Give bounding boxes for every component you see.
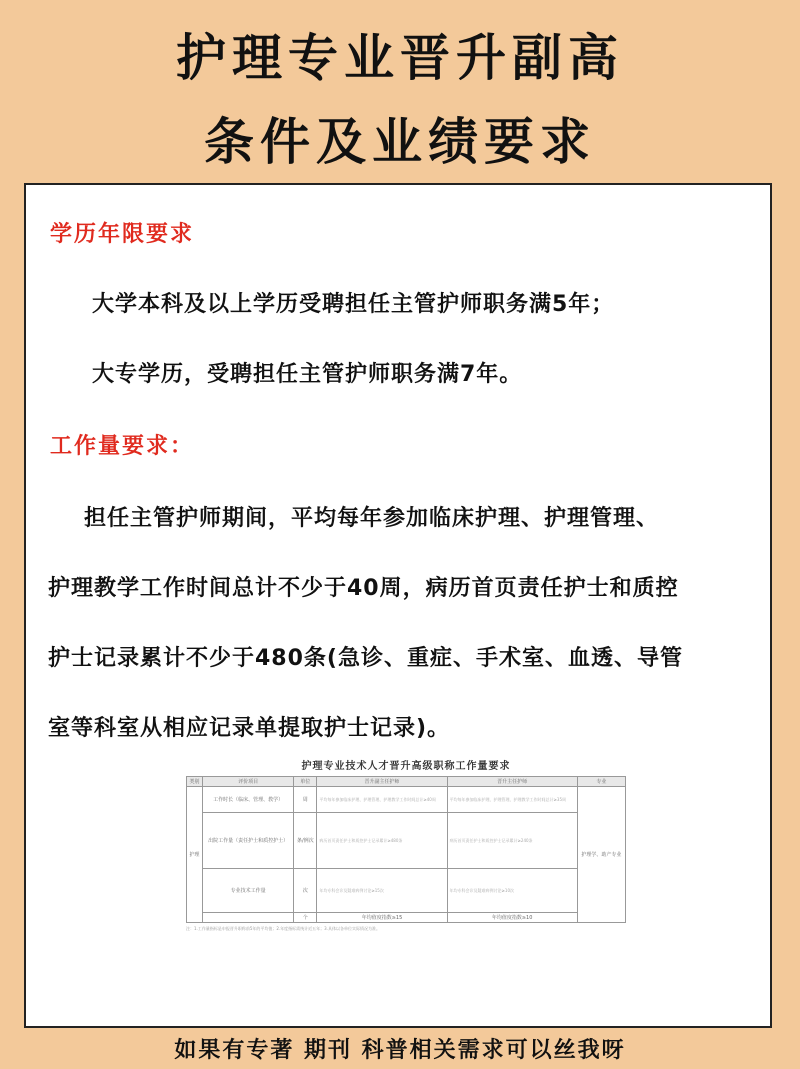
table-cell: 专业技术工作量 [203, 869, 294, 913]
footer-contact-text: 如果有专著 期刊 科普相关需求可以丝我呀 [174, 1038, 626, 1063]
table-header-cell: 单位 [294, 777, 317, 787]
table-cell: 个 [294, 913, 317, 923]
page-title-line1: 护理专业晋升副高 [176, 28, 624, 87]
workload-line-1: 担任主管护师期间，平均每年参加临床护理、护理管理、 [84, 506, 660, 531]
workload-requirement-heading: 工作量要求： [50, 434, 195, 459]
table-cell: 条/例次 [294, 813, 317, 869]
table-row [187, 913, 626, 923]
table-cell: 年均值度指数≥15 [317, 913, 447, 923]
table-cell: 年均专科会诊及疑难病例讨论≥15次 [317, 869, 447, 913]
table-cell: 周 [294, 787, 317, 813]
table-header-cell: 类别 [187, 777, 203, 787]
education-requirement-heading: 学历年限要求 [50, 222, 195, 247]
table-header-cell: 专业 [577, 777, 625, 787]
workload-table-image [176, 757, 636, 1007]
table-category-cell: 护理 [187, 787, 203, 923]
page-title-line2: 条件及业绩要求 [204, 112, 596, 171]
table-header-cell: 晋升主任护师 [447, 777, 577, 787]
table-cell: 病历首页责任护士和质控护士记录累计≥480条 [317, 813, 447, 869]
table-cell [203, 913, 294, 923]
content-card [24, 183, 772, 1028]
table-cell: 年均专科会诊及疑难病例讨论≥10次 [447, 869, 577, 913]
education-line-bachelor: 大学本科及以上学历受聘担任主管护师职务满5年； [92, 292, 615, 317]
table-cell: 平均每年参加临床护理、护理管理、护理教学工作时间总计≥35周 [447, 787, 577, 813]
workload-line-3: 护士记录累计不少于480条(急诊、重症、手术室、血透、导管 [48, 646, 683, 671]
education-line-college: 大专学历，受聘担任主管护师职务满7年。 [92, 362, 523, 387]
table-header-cell: 评价项目 [203, 777, 294, 787]
table-header-row [187, 777, 626, 787]
table-cell: 次 [294, 869, 317, 913]
table-header-cell: 晋升副主任护师 [317, 777, 447, 787]
table-row [187, 869, 626, 913]
workload-table [186, 776, 626, 923]
table-major-cell: 护理学、助产专业 [577, 787, 625, 923]
workload-line-4: 室等科室从相应记录单提取护士记录)。 [48, 716, 451, 741]
table-cell: 病历首页责任护士和质控护士记录累计≥240条 [447, 813, 577, 869]
table-cell: 工作时长（临床、管理、教学） [203, 787, 294, 813]
table-row [187, 813, 626, 869]
workload-table-title: 护理专业技术人才晋升高级职称工作量要求 [301, 761, 511, 772]
workload-line-2: 护理教学工作时间总计不少于40周，病历首页责任护士和质控 [48, 576, 679, 601]
table-cell: 平均每年参加临床护理、护理管理、护理教学工作时间总计≥40周 [317, 787, 447, 813]
table-cell: 出院工作量（责任护士和质控护士） [203, 813, 294, 869]
table-cell: 年均值度指数≥10 [447, 913, 577, 923]
table-row [187, 787, 626, 813]
table-notes: 注：1.工作量指标是申报晋升职称前5年的平均值；2.年度指标需统计近五年；3.具体以各单位实际情况为准。 [186, 926, 380, 931]
